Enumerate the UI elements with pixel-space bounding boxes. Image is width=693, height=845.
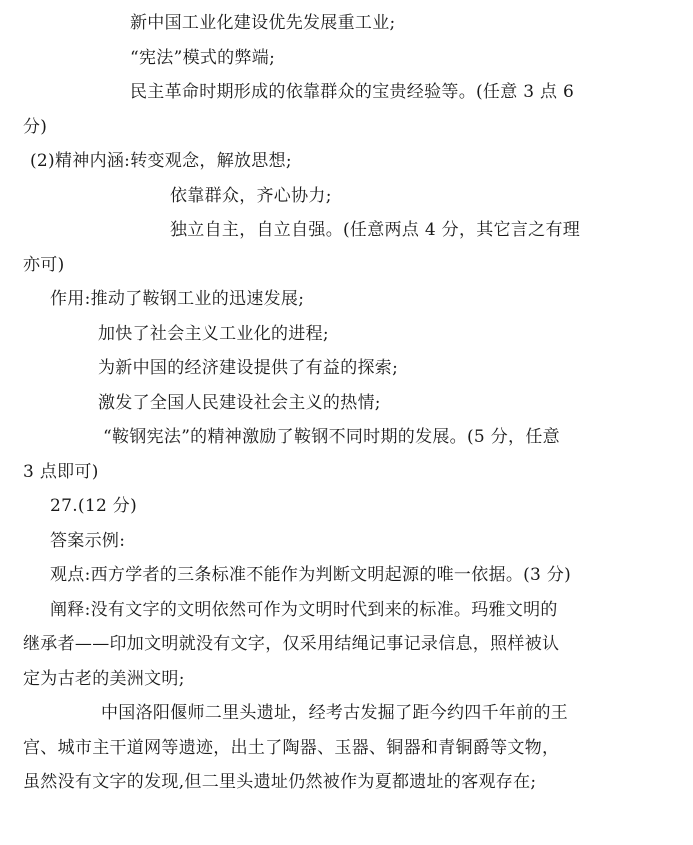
text-line: “宪法”模式的弊端; xyxy=(130,47,276,68)
text-line: 亦可) xyxy=(23,254,65,275)
text-line: 为新中国的经济建设提供了有益的探索; xyxy=(98,358,399,378)
text-line: 作用:推动了鞍钢工业的迅速发展; xyxy=(50,289,305,309)
text-line: (2)精神内涵:转变观念，解放思想; xyxy=(30,151,292,171)
text-line: 27.(12 分) xyxy=(50,496,138,516)
text-line: 激发了全国人民建设社会主义的热情; xyxy=(98,392,381,413)
text-line: 定为古老的美洲文明; xyxy=(23,668,185,689)
text-line: 加快了社会主义工业化的进程; xyxy=(98,323,329,344)
text-line: 虽然没有文字的发现,但二里头遗址仍然被作为夏都遗址的客观存在; xyxy=(23,772,537,792)
text-line: “鞍钢宪法”的精神激励了鞍钢不同时期的发展。(5 分，任意 xyxy=(103,427,560,447)
text-line: 阐释:没有文字的文明依然可作为文明时代到来的标准。玛雅文明的 xyxy=(50,599,558,620)
text-line: 新中国工业化建设优先发展重工业; xyxy=(130,13,396,33)
text-line: 依靠群众，齐心协力; xyxy=(170,185,332,206)
text-line: 独立自主，自立自强。(任意两点 4 分，其它言之有理 xyxy=(170,220,581,240)
text-line: 民主革命时期形成的依靠群众的宝贵经验等。(任意 3 点 6 xyxy=(130,82,575,102)
text-line: 3 点即可) xyxy=(23,461,99,482)
text-line: 分) xyxy=(23,116,48,137)
text-line: 继承者——印加文明就没有文字，仅采用结绳记事记录信息，照样被认 xyxy=(23,634,560,654)
text-line: 宫、城市主干道网等遗迹，出土了陶器、玉器、铜器和青铜爵等文物， xyxy=(23,737,560,758)
text-line: 中国洛阳偃师二里头遗址，经考古发掘了距今约四千年前的王 xyxy=(101,703,569,723)
text-line: 答案示例: xyxy=(50,530,126,551)
text-line: 观点:西方学者的三条标准不能作为判断文明起源的唯一依据。(3 分) xyxy=(50,565,572,585)
